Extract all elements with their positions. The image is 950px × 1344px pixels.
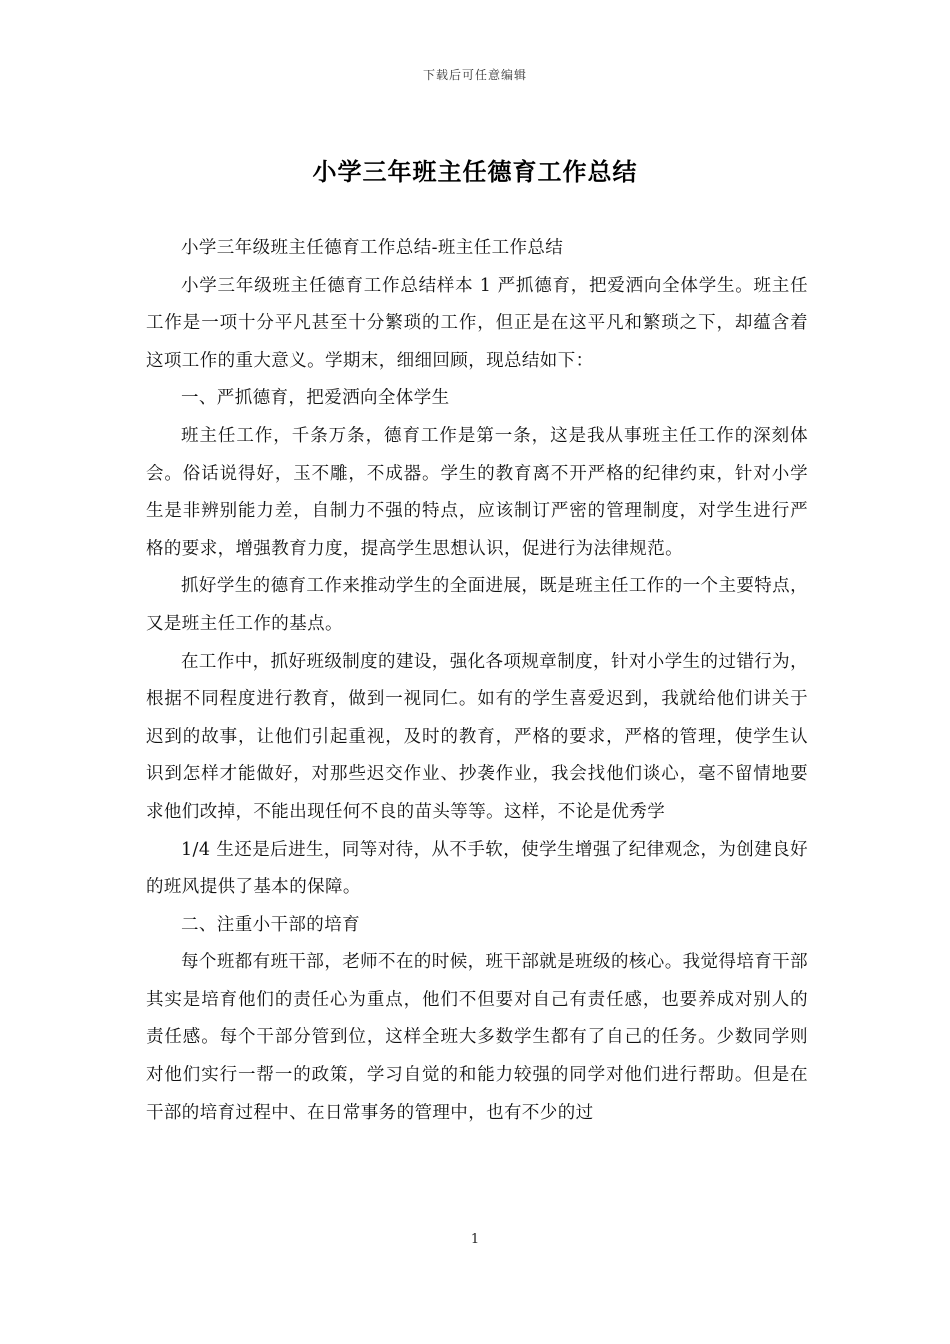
document-body <box>146 230 808 1132</box>
paragraph-subtitle: 小学三年级班主任德育工作总结-班主任工作总结 <box>181 238 564 258</box>
paragraph-body: 抓好学生的德育工作来推动学生的全面进展，既是班主任工作的一个主要特点，又是班主任工作的基点。 <box>146 576 808 634</box>
page-number: 1 <box>470 1232 480 1247</box>
section-heading-1: 一、严抓德育，把爱洒向全体学生 <box>181 388 450 409</box>
paragraph-intro: 小学三年级班主任德育工作总结样本 1 严抓德育，把爱洒向全体学生。班主任工作是一项十分平凡甚至十分繁琐的工作，但正是在这平凡和繁琐之下，却蕴含着这项工作的重大意义。学期末，细细回顾，现总结如下： <box>146 275 808 371</box>
paragraph-body: 每个班都有班干部，老师不在的时候，班干部就是班级的核心。我觉得培育干部其实是培育他们的责任心为重点，他们不但要对自己有责任感，也要养成对别人的责任感。每个干部分管到位，这样全班大多数学生都有了自己的任务。少数同学则对他们实行一帮一的政策，学习自觉的和能力较强的同学对他们进行帮助。但是在干部的培育过程中、在日常事务的管理中，也有不少的过 <box>146 952 808 1123</box>
paragraph-body: 1/4 生还是后进生，同等对待，从不手软，使学生增强了纪律观念，为创建良好的班风提供了基本的保障。 <box>146 839 808 898</box>
paragraph-body: 在工作中，抓好班级制度的建设，强化各项规章制度，针对小学生的过错行为，根据不同程度进行教育，做到一视同仁。如有的学生喜爱迟到，我就给他们讲关于迟到的故事，让他们引起重视，及时的教育，严格的要求，严格的管理，使学生认识到怎样才能做好，对那些迟交作业、抄袭作业，我会找他们谈心，毫不留情地要求他们改掉，不能出现任何不良的苗头等等。这样，不论是优秀学 <box>146 651 808 822</box>
paragraph-body: 班主任工作，千条万条，德育工作是第一条，这是我从事班主任工作的深刻体会。俗话说得好，玉不雕，不成器。学生的教育离不开严格的纪律约束，针对小学生是非辨别能力差，自制力不强的特点，应该制订严密的管理制度，对学生进行严格的要求，增强教育力度，提高学生思想认识，促进行为法律规范。 <box>146 425 808 559</box>
header-note: 下载后可任意编辑 <box>422 68 527 82</box>
section-heading-2: 二、注重小干部的培育 <box>181 914 360 935</box>
document-title: 小学三年班主任德育工作总结 <box>312 157 638 186</box>
